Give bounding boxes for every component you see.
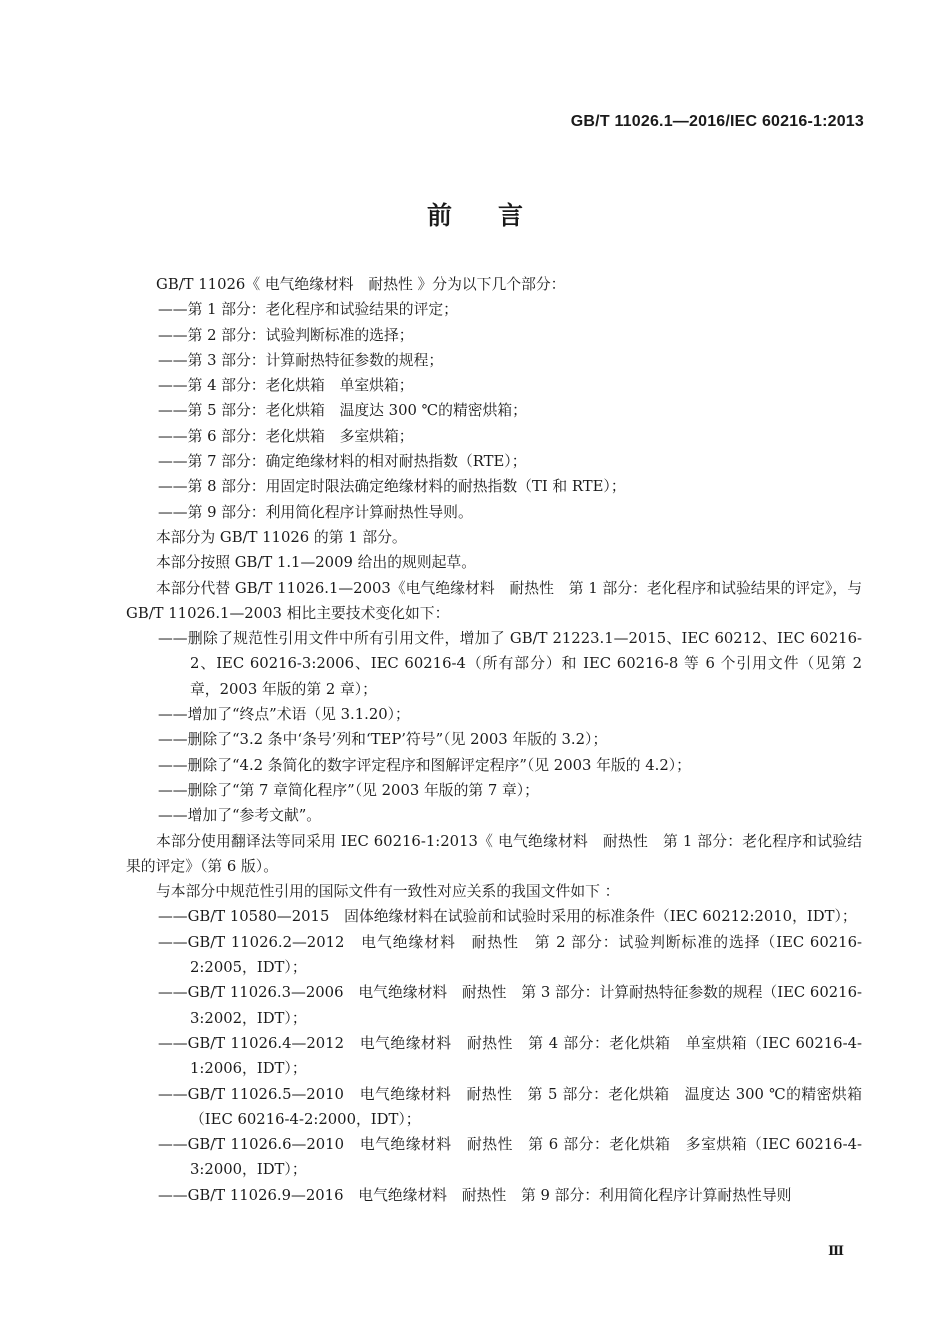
list-item-correspondence: ——GB/T 11026.4—2012 电气绝缘材料 耐热性 第 4 部分：老化烘箱 单室烘箱（IEC 60216-4-1:2006，IDT）； [158, 1034, 862, 1078]
statement-paragraph: 本部分为 GB/T 11026 的第 1 部分。 [156, 528, 407, 546]
list-item-part: ——第 6 部分：老化烘箱 多室烘箱； [158, 427, 414, 445]
document-body [126, 272, 867, 1208]
list-item-correspondence: ——GB/T 11026.2—2012 电气绝缘材料 耐热性 第 2 部分：试验判断标准的选择（IEC 60216-2:2005，IDT）； [158, 933, 862, 977]
list-item-part: ——第 5 部分：老化烘箱 温度达 300 ℃的精密烘箱； [158, 402, 527, 420]
list-item-change: ——删除了“第 7 章简化程序”（见 2003 年版的第 7 章）； [158, 781, 539, 799]
list-item-part: ——第 4 部分：老化烘箱 单室烘箱； [158, 377, 414, 395]
page-number: Ⅲ [828, 1244, 844, 1259]
list-item-part: ——第 1 部分：老化程序和试验结果的评定； [158, 301, 458, 319]
list-item-change: ——删除了规范性引用文件中所有引用文件，增加了 GB/T 21223.1—2015、IEC 60212、IEC 60216-2、IEC 60216-3:2006、IEC 60216-4（所有部分）和 IEC 60216-8 等 6 个引用文件（见第 2 章，2003 年版的第 2 章）； [158, 630, 867, 698]
list-item-correspondence: ——GB/T 11026.5—2010 电气绝缘材料 耐热性 第 5 部分：老化烘箱 温度达 300 ℃的精密烘箱（IEC 60216-4-2:2000，IDT）； [158, 1085, 862, 1128]
adoption-paragraph: 本部分使用翻译法等同采用 IEC 60216-1:2013《 电气绝缘材料 耐热性 第 1 部分：老化程序和试验结果的评定》（第 6 版）。 [126, 832, 862, 875]
list-item-correspondence: ——GB/T 11026.3—2006 电气绝缘材料 耐热性 第 3 部分：计算耐热特征参数的规程（IEC 60216-3:2002，IDT）； [158, 984, 862, 1027]
page-title: 前言 [426, 201, 569, 230]
list-item-change: ——增加了“参考文献”。 [158, 807, 322, 825]
statement-paragraph: 本部分按照 GB/T 1.1—2009 给出的规则起草。 [156, 554, 477, 572]
correspondence-intro: 与本部分中规范性引用的国际文件有一致性对应关系的我国文件如下 ： [156, 883, 620, 901]
standard-code-header: GB/T 11026.1—2016/IEC 60216-1:2013 [570, 113, 864, 130]
list-item-part: ——第 8 部分：用固定时限法确定绝缘材料的耐热指数（TI 和 RTE）； [158, 478, 626, 496]
list-item-change: ——删除了“3.2 条中‘条号’列和‘TEP’符号”（见 2003 年版的 3.2）； [158, 731, 608, 749]
list-item-part: ——第 9 部分：利用简化程序计算耐热性导则。 [158, 503, 473, 521]
intro-paragraph: GB/T 11026《 电气绝缘材料 耐热性 》分为以下几个部分： [156, 276, 566, 293]
list-item-part: ——第 3 部分：计算耐热特征参数的规程； [158, 351, 444, 369]
list-item-correspondence: ——GB/T 11026.6—2010 电气绝缘材料 耐热性 第 6 部分：老化烘箱 多室烘箱（IEC 60216-4-3:2000，IDT）； [158, 1136, 862, 1179]
list-item-part: ——第 7 部分：确定绝缘材料的相对耐热指数（RTE）； [158, 453, 527, 471]
list-item-change: ——删除了“4.2 条简化的数字评定程序和图解评定程序”（见 2003 年版的 4.2）； [158, 756, 691, 774]
list-item-correspondence: ——GB/T 10580—2015 固体绝缘材料在试验前和试验时采用的标准条件（IEC 60212:2010，IDT）； [158, 908, 857, 926]
list-item-change: ——增加了“终点”术语（见 3.1.20）； [158, 706, 410, 724]
list-item-correspondence: ——GB/T 11026.9—2016 电气绝缘材料 耐热性 第 9 部分：利用简化程序计算耐热性导则 [158, 1186, 792, 1204]
list-item-part: ——第 2 部分：试验判断标准的选择； [158, 326, 414, 344]
replacement-paragraph: 本部分代替 GB/T 11026.1—2003《电气绝缘材料 耐热性 第 1 部分：老化程序和试验结果的评定》，与 GB/T 11026.1—2003 相比主要技术变化如下： [126, 579, 867, 622]
